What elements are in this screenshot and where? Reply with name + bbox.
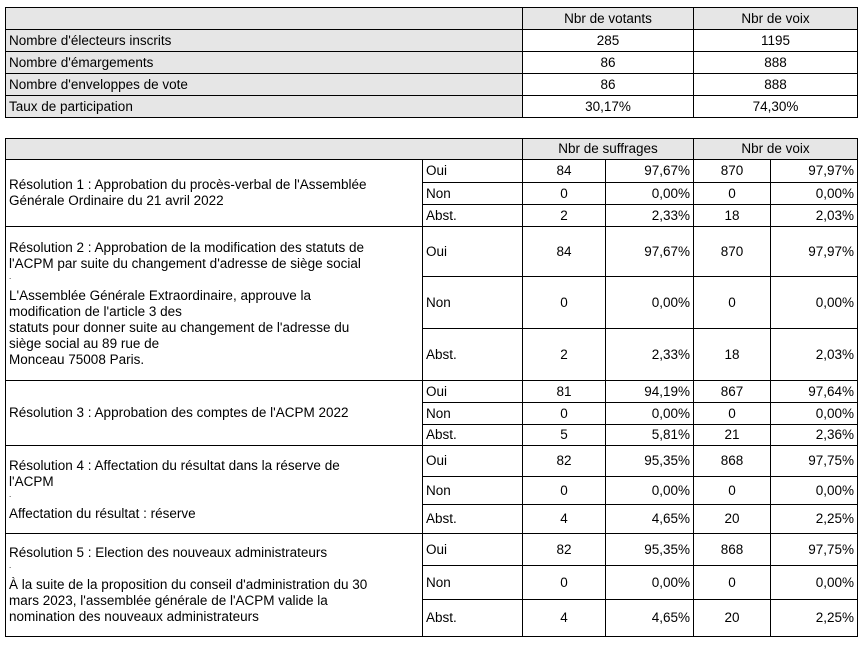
votants-value: 285	[523, 30, 694, 52]
voix-percent: 0,00%	[771, 477, 858, 505]
vote-choice: Abst.	[423, 329, 523, 381]
voix-count: 867	[694, 381, 771, 403]
table-row	[6, 160, 858, 183]
vote-choice: Oui	[423, 446, 523, 477]
vote-choice: Abst.	[423, 205, 523, 227]
table-row	[6, 446, 858, 477]
table-row	[6, 52, 858, 74]
suffrages-count: 0	[523, 403, 606, 425]
description-line: Résolution 2 : Approbation de la modification des statuts de	[9, 239, 364, 255]
voix-value: 1195	[694, 30, 858, 52]
suffrages-percent: 2,33%	[606, 205, 694, 227]
suffrages-count: 82	[523, 446, 606, 477]
voix-count: 0	[694, 566, 771, 600]
suffrages-count: 82	[523, 534, 606, 566]
voix-count: 18	[694, 329, 771, 381]
voix-count: 18	[694, 205, 771, 227]
row-label: Nombre d'émargements	[6, 52, 523, 74]
voix-count: 20	[694, 505, 771, 534]
description-line: .	[9, 271, 12, 281]
resolutions-header-row	[6, 139, 858, 160]
header-voix: Nbr de voix	[694, 8, 858, 30]
table-row	[6, 74, 858, 96]
voix-percent: 97,75%	[771, 534, 858, 566]
resolution-description	[6, 534, 423, 637]
table-row	[6, 534, 858, 566]
resolution-description	[6, 160, 423, 227]
suffrages-percent: 0,00%	[606, 183, 694, 205]
suffrages-count: 84	[523, 227, 606, 277]
description-line: nomination des nouveaux administrateurs	[9, 609, 259, 624]
suffrages-count: 5	[523, 425, 606, 446]
voix-count: 0	[694, 477, 771, 505]
description-line: modification de l'article 3 des	[9, 303, 182, 319]
vote-choice: Non	[423, 277, 523, 329]
vote-choice: Abst.	[423, 505, 523, 534]
voix-percent: 0,00%	[771, 403, 858, 425]
voix-percent: 97,64%	[771, 381, 858, 403]
row-label: Taux de participation	[6, 96, 523, 118]
voix-percent: 97,97%	[771, 227, 858, 277]
description-line: Affectation du résultat : réserve	[9, 505, 196, 521]
description-line: l'ACPM	[9, 473, 54, 489]
description-line: mars 2023, l'assemblée générale de l'ACPM valide la	[9, 593, 328, 608]
table-row	[6, 30, 858, 52]
description-line: Monceau 75008 Paris.	[9, 351, 145, 367]
description-line: Générale Ordinaire du 21 avril 2022	[9, 193, 224, 208]
suffrages-percent: 97,67%	[606, 160, 694, 183]
vote-choice: Oui	[423, 227, 523, 277]
header-empty-cell	[6, 8, 523, 30]
row-label: Nombre d'enveloppes de vote	[6, 74, 523, 96]
votants-value: 86	[523, 74, 694, 96]
description-line: .	[9, 561, 12, 570]
suffrages-percent: 4,65%	[606, 505, 694, 534]
suffrages-count: 0	[523, 277, 606, 329]
description-line: Résolution 5 : Election des nouveaux administrateurs	[9, 545, 328, 560]
row-label: Nombre d'électeurs inscrits	[6, 30, 523, 52]
vote-choice: Non	[423, 403, 523, 425]
table-row	[6, 227, 858, 277]
description-line: l'ACPM par suite du changement d'adresse de siège social	[9, 255, 361, 271]
voix-count: 0	[694, 403, 771, 425]
suffrages-percent: 95,35%	[606, 534, 694, 566]
vote-choice: Oui	[423, 160, 523, 183]
suffrages-percent: 0,00%	[606, 403, 694, 425]
suffrages-count: 2	[523, 329, 606, 381]
voix-percent: 2,03%	[771, 329, 858, 381]
resolution-description	[6, 227, 423, 381]
description-line: statuts pour donner suite au changement de l'adresse du	[9, 319, 350, 335]
suffrages-percent: 0,00%	[606, 566, 694, 600]
participation-table	[5, 7, 858, 118]
voix-count: 870	[694, 227, 771, 277]
voix-count: 870	[694, 160, 771, 183]
vote-choice: Oui	[423, 381, 523, 403]
participation-header-row	[6, 8, 858, 30]
voix-count: 21	[694, 425, 771, 446]
resolutions-table	[5, 138, 858, 637]
suffrages-percent: 0,00%	[606, 277, 694, 329]
vote-choice: Abst.	[423, 425, 523, 446]
header-voix: Nbr de voix	[694, 139, 858, 160]
voix-percent: 0,00%	[771, 566, 858, 600]
description-line: .	[9, 489, 12, 499]
resolution-description	[6, 446, 423, 534]
suffrages-percent: 5,81%	[606, 425, 694, 446]
voix-count: 0	[694, 277, 771, 329]
suffrages-count: 4	[523, 600, 606, 637]
suffrages-percent: 2,33%	[606, 329, 694, 381]
voix-value: 888	[694, 74, 858, 96]
suffrages-count: 2	[523, 205, 606, 227]
header-votants: Nbr de votants	[523, 8, 694, 30]
suffrages-percent: 95,35%	[606, 446, 694, 477]
vote-choice: Non	[423, 477, 523, 505]
voix-percent: 97,97%	[771, 160, 858, 183]
vote-choice: Non	[423, 183, 523, 205]
suffrages-count: 0	[523, 477, 606, 505]
votants-value: 86	[523, 52, 694, 74]
suffrages-percent: 4,65%	[606, 600, 694, 637]
voix-percent: 2,03%	[771, 205, 858, 227]
suffrages-count: 0	[523, 183, 606, 205]
vote-choice: Oui	[423, 534, 523, 566]
voix-percent: 2,25%	[771, 505, 858, 534]
vote-choice: Abst.	[423, 600, 523, 637]
header-empty-cell	[6, 139, 523, 160]
voix-percent: 0,00%	[771, 277, 858, 329]
description-line: À la suite de la proposition du conseil d'administration du 30	[9, 577, 368, 592]
suffrages-count: 4	[523, 505, 606, 534]
description-line: Résolution 1 : Approbation du procès-verbal de l'Assemblée	[9, 177, 367, 192]
suffrages-count: 0	[523, 566, 606, 600]
resolution-description	[6, 381, 423, 446]
votants-value: 30,17%	[523, 96, 694, 118]
voix-percent: 97,75%	[771, 446, 858, 477]
description-line: siège social au 89 rue de	[9, 335, 160, 351]
description-line: Résolution 4 : Affectation du résultat dans la réserve de	[9, 457, 340, 473]
suffrages-count: 81	[523, 381, 606, 403]
voix-count: 868	[694, 534, 771, 566]
voix-count: 868	[694, 446, 771, 477]
voix-percent: 0,00%	[771, 183, 858, 205]
voix-value: 74,30%	[694, 96, 858, 118]
table-row	[6, 381, 858, 403]
voix-value: 888	[694, 52, 858, 74]
voix-count: 0	[694, 183, 771, 205]
voix-count: 20	[694, 600, 771, 637]
table-row	[6, 96, 858, 118]
suffrages-count: 84	[523, 160, 606, 183]
voix-percent: 2,25%	[771, 600, 858, 637]
suffrages-percent: 94,19%	[606, 381, 694, 403]
header-suffrages: Nbr de suffrages	[523, 139, 694, 160]
suffrages-percent: 97,67%	[606, 227, 694, 277]
description-line: Résolution 3 : Approbation des comptes de l'ACPM 2022	[9, 405, 349, 420]
suffrages-percent: 0,00%	[606, 477, 694, 505]
voix-percent: 2,36%	[771, 425, 858, 446]
vote-choice: Non	[423, 566, 523, 600]
description-line: L'Assemblée Générale Extraordinaire, approuve la	[9, 287, 311, 303]
